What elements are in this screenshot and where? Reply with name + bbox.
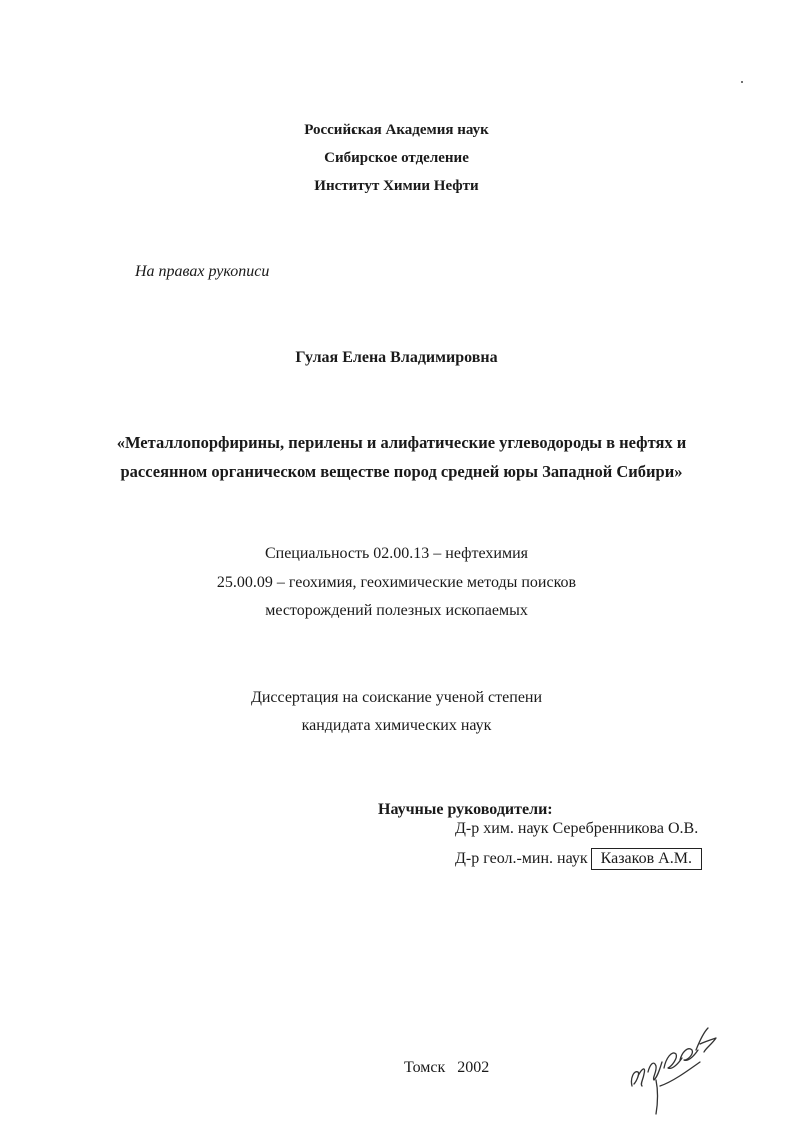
specialty-line2: 25.00.09 – геохимия, геохимические методы поисков (216, 574, 577, 591)
institute-name: Институт Химии Нефти (314, 178, 479, 194)
degree-line2: кандидата химических наук (301, 717, 492, 734)
thesis-title-line2: рассеянном органическом веществе пород средней юры Западной Сибири» (120, 462, 683, 481)
thesis-title-line1: «Металлопорфирины, перилены и алифатические углеводороды в нефтях и (116, 433, 687, 452)
specialty-line3: месторождений полезных ископаемых (265, 602, 528, 619)
author-name: Гулая Елена Владимировна (295, 349, 498, 366)
scan-speck (741, 81, 743, 83)
institution-name: Российская Академия наук (304, 122, 489, 138)
degree-line1: Диссертация на соискание ученой степени (250, 689, 543, 706)
supervisor-first: Д-р хим. наук Серебренникова О.В. (455, 820, 699, 837)
city-year: Томск 2002 (404, 1059, 490, 1076)
supervisor-second-degree: Д-р геол.-мин. наук (455, 850, 588, 867)
institution-branch: Сибирское отделение (324, 150, 469, 166)
handwritten-signature (620, 1010, 730, 1120)
manuscript-note: На правах рукописи (135, 263, 270, 280)
supervisor-second-name: Казаков А.М. (591, 848, 702, 870)
specialty-line1: Специальность 02.00.13 – нефтехимия (264, 545, 529, 562)
supervisor-second (455, 850, 702, 868)
supervisors-heading: Научные руководители: (378, 801, 553, 818)
